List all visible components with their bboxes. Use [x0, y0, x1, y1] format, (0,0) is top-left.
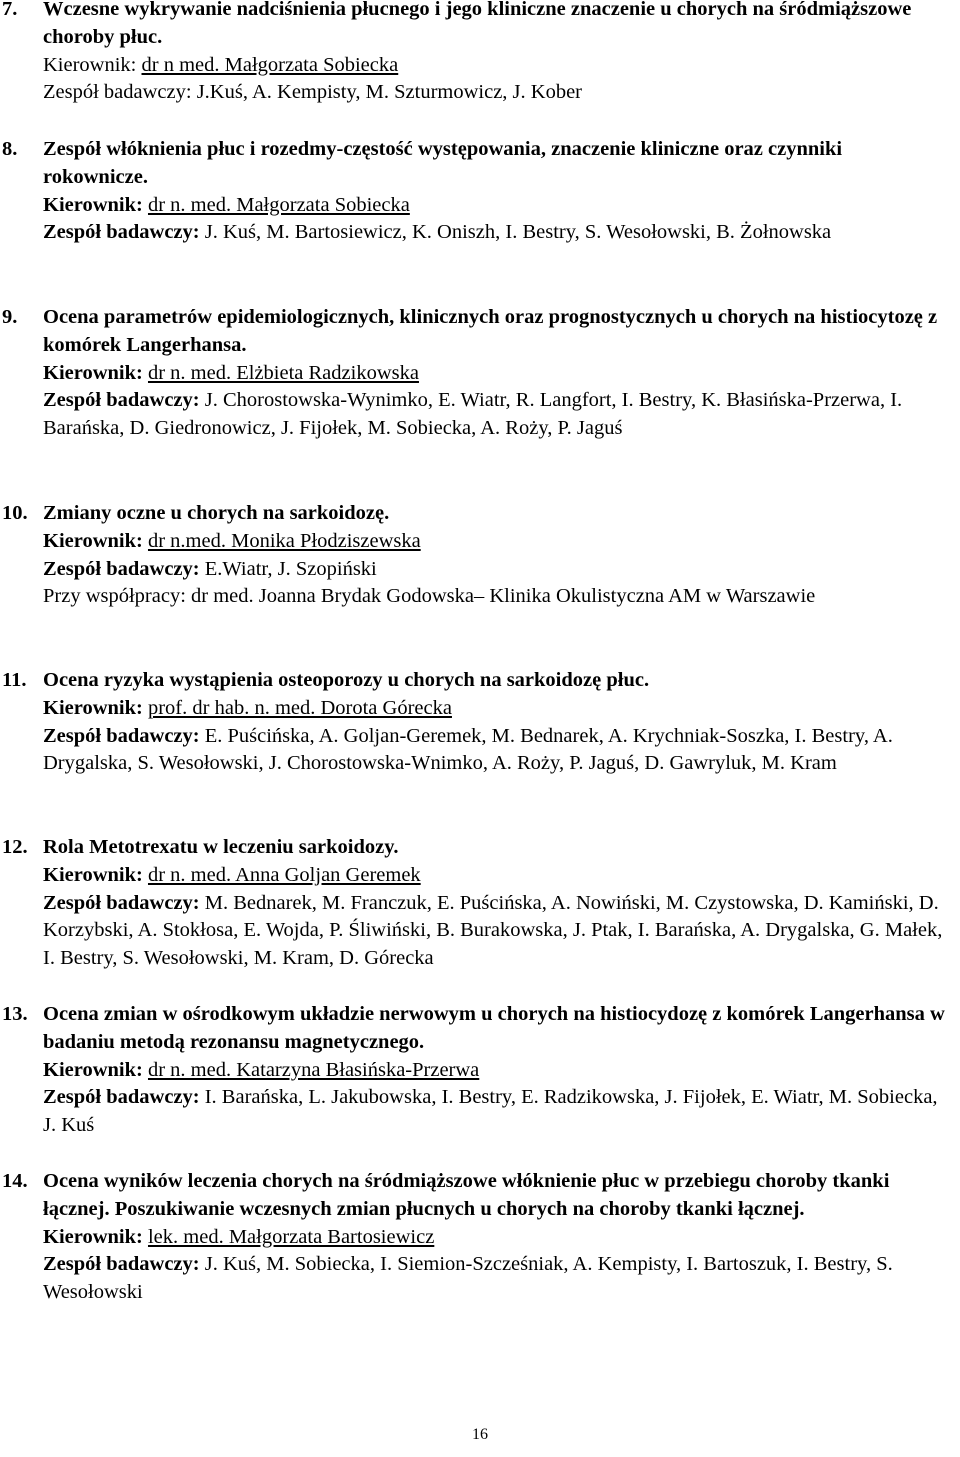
project-number: 7.	[2, 0, 18, 20]
team-line	[0, 1251, 952, 1307]
project-title-text: Wczesne wykrywanie nadciśnienia płucnego i jego kliniczne znaczenie u chorych na śródmiąższowe choroby płuc.	[43, 0, 912, 48]
project-title	[0, 500, 952, 528]
project-number: 11.	[2, 669, 27, 691]
project-title-text: Ocena wyników leczenia chorych na śródmiąższowe włóknienie płuc w przebiegu choroby tkanki łącznej. Poszukiwanie wczesnych zmian płucnych u chorych na choroby tkanki łącznej.	[43, 1170, 890, 1220]
project-number: 8.	[2, 138, 18, 160]
leader-name: dr n. med. Anna Goljan Geremek	[147, 863, 421, 886]
team-label: Zespół badawczy:	[43, 724, 200, 747]
team-label: Zespół badawczy:	[43, 81, 192, 104]
team-line	[0, 890, 952, 973]
project-item	[0, 834, 952, 973]
team-members: J.Kuś, A. Kempisty, M. Szturmowicz, J. Kober	[196, 81, 582, 104]
project-number: 13.	[2, 1003, 28, 1025]
project-title	[0, 667, 952, 695]
leader-name: lek. med. Małgorzata Bartosiewicz	[147, 1225, 435, 1248]
cooperation-line: Przy współpracy: dr med. Joanna Brydak Godowska– Klinika Okulistyczna AM w Warszawie	[43, 585, 816, 608]
project-title	[0, 304, 952, 360]
project-item	[0, 1168, 952, 1307]
leader-line	[0, 862, 952, 890]
team-members: M. Bednarek, M. Franczuk, E. Puścińska, A. Nowiński, M. Czystowska, D. Kamiński, D. Korzybski, A. Stokłosa, E. Wojda, P. Śliwiński, B. Burakowska, J. Ptak, I. Barańska, A. Drygalska, G. Małek, I. Bestry, S. Wesołowski, M. Kram, D. Górecka	[43, 891, 943, 970]
team-label: Zespół badawczy:	[43, 1086, 200, 1109]
leader-name: prof. dr hab. n. med. Dorota Górecka	[147, 696, 452, 719]
leader-line	[0, 695, 952, 723]
project-item	[0, 304, 952, 443]
page-number: 16	[472, 1426, 488, 1443]
leader-label: Kierownik:	[43, 863, 143, 886]
team-line	[0, 79, 952, 107]
leader-line	[0, 528, 952, 556]
leader-name: dr n. med. Katarzyna Błasińska-Przerwa	[147, 1058, 480, 1081]
project-item	[0, 136, 952, 247]
project-number: 12.	[2, 836, 28, 858]
team-line	[0, 1084, 952, 1140]
project-title	[0, 834, 952, 862]
team-label: Zespół badawczy:	[43, 557, 200, 580]
leader-label: Kierownik:	[43, 529, 143, 552]
team-line	[0, 219, 952, 247]
project-item	[0, 1001, 952, 1140]
leader-line	[0, 1224, 952, 1252]
leader-label: Kierownik:	[43, 361, 143, 384]
leader-line	[0, 1057, 952, 1085]
team-label: Zespół badawczy:	[43, 221, 200, 244]
project-number: 10.	[2, 502, 28, 524]
project-item	[0, 0, 952, 107]
project-number: 14.	[2, 1170, 28, 1192]
project-title-text: Zespół włóknienia płuc i rozedmy-częstość występowania, znaczenie kliniczne oraz czynniki rokownicze.	[43, 138, 843, 188]
leader-label: Kierownik:	[43, 1225, 143, 1248]
leader-name: dr n med. Małgorzata Sobiecka	[141, 53, 399, 76]
team-members: E.Wiatr, J. Szopiński	[204, 557, 377, 580]
leader-label: Kierownik:	[43, 193, 143, 216]
leader-line	[0, 192, 952, 220]
team-members: J. Kuś, M. Sobiecka, I. Siemion-Szcześniak, A. Kempisty, I. Bartoszuk, I. Bestry, S. Wesołowski	[43, 1253, 893, 1304]
team-members: I. Barańska, L. Jakubowska, I. Bestry, E. Radzikowska, J. Fijołek, E. Wiatr, M. Sobiecka, J. Kuś	[43, 1086, 938, 1137]
leader-line	[0, 360, 952, 388]
team-members: J. Chorostowska-Wynimko, E. Wiatr, R. Langfort, I. Bestry, K. Błasińska-Przerwa, I. Barańska, D. Giedronowicz, J. Fijołek, M. Sobiecka, A. Roży, P. Jaguś	[43, 389, 903, 440]
team-label: Zespół badawczy:	[43, 891, 200, 914]
project-title	[0, 1168, 952, 1224]
leader-name: dr n. med. Małgorzata Sobiecka	[147, 193, 410, 216]
project-title-text: Ocena parametrów epidemiologicznych, klinicznych oraz prognostycznych u chorych na histiocytozę z komórek Langerhansa.	[43, 306, 938, 356]
project-title-text: Ocena zmian w ośrodkowym układzie nerwowym u chorych na histiocydozę z komórek Langerhansa w badaniu metodą rezonansu magnetycznego.	[43, 1003, 945, 1053]
leader-name: dr n.med. Monika Płodziszewska	[147, 529, 421, 552]
project-title-text: Zmiany oczne u chorych na sarkoidozę.	[43, 502, 390, 524]
project-title	[0, 1001, 952, 1057]
project-title	[0, 0, 952, 52]
team-members: J. Kuś, M. Bartosiewicz, K. Oniszh, I. Bestry, S. Wesołowski, B. Żołnowska	[204, 221, 832, 244]
project-title	[0, 136, 952, 192]
project-item	[0, 500, 952, 611]
project-number: 9.	[2, 306, 18, 328]
team-line	[0, 723, 952, 779]
leader-label: Kierownik:	[43, 53, 137, 76]
leader-name: dr n. med. Elżbieta Radzikowska	[147, 361, 419, 384]
project-title-text: Rola Metotrexatu w leczeniu sarkoidozy.	[43, 836, 399, 858]
project-title-text: Ocena ryzyka wystąpienia osteoporozy u chorych na sarkoidozę płuc.	[43, 669, 650, 691]
leader-label: Kierownik:	[43, 1058, 143, 1081]
team-line	[0, 556, 952, 584]
team-line	[0, 387, 952, 443]
team-label: Zespół badawczy:	[43, 389, 200, 412]
team-members: E. Puścińska, A. Goljan-Geremek, M. Bednarek, A. Krychniak-Soszka, I. Bestry, A. Drygalska, S. Wesołowski, J. Chorostowska-Wnimko, A. Roży, P. Jaguś, D. Gawryluk, M. Kram	[43, 724, 893, 775]
leader-line	[0, 52, 952, 80]
project-item	[0, 667, 952, 778]
leader-label: Kierownik:	[43, 696, 143, 719]
team-label: Zespół badawczy:	[43, 1253, 200, 1276]
